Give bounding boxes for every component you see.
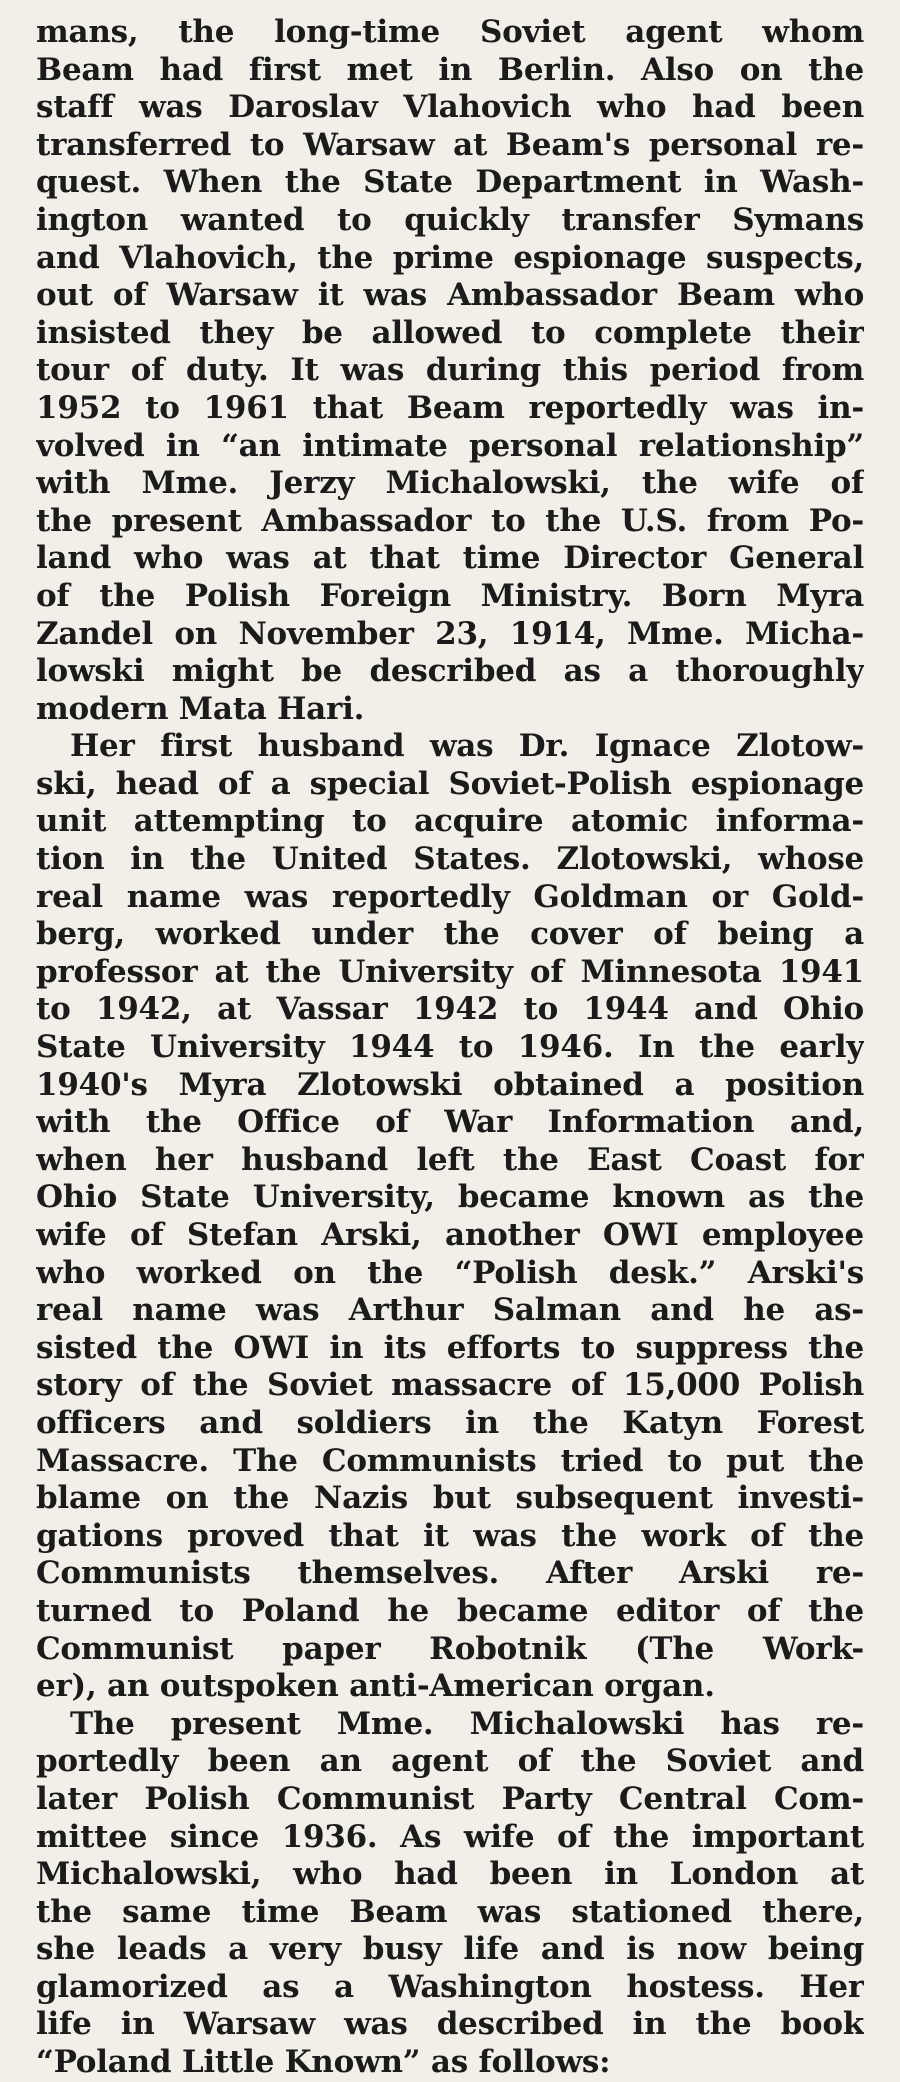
text-line: er), an outspoken anti-American organ. (36, 1668, 715, 1705)
text-line: with Mme. Jerzy Michalowski, the wife of (36, 465, 864, 502)
text-line: Beam had first met in Berlin. Also on the (36, 51, 864, 88)
text-line: to 1942, at Vassar 1942 to 1944 and Ohio (36, 991, 864, 1028)
text-line: gations proved that it was the work of the (36, 1517, 864, 1554)
text-line: ski, head of a special Soviet-Polish espionage (36, 765, 864, 802)
text-line: Zandel on November 23, 1914, Mme. Micha- (36, 615, 864, 652)
text-line: Massacre. The Communists tried to put the (36, 1442, 864, 1479)
text-line: Communist paper Robotnik (The Work- (36, 1630, 864, 1667)
text-line: staff was Daroslav Vlahovich who had been (36, 89, 864, 126)
text-line: land who was at that time Director General (36, 540, 864, 577)
text-line: officers and soldiers in the Katyn Forest (36, 1404, 864, 1441)
text-line: ington wanted to quickly transfer Symans (36, 201, 864, 238)
text-line: berg, worked under the cover of being a (36, 916, 864, 953)
text-line: when her husband left the East Coast for (36, 1141, 864, 1178)
text-line: Ohio State University, became known as the (36, 1179, 864, 1216)
text-line: Communists themselves. After Arski re- (36, 1555, 864, 1592)
text-line: mittee since 1936. As wife of the important (36, 1818, 864, 1855)
text-line: volved in “an intimate personal relationship” (36, 427, 864, 464)
text-line: insisted they be allowed to complete their (36, 314, 864, 351)
text-line: real name was Arthur Salman and he as- (36, 1292, 864, 1329)
paragraph (36, 14, 864, 728)
text-line: the present Ambassador to the U.S. from Po- (36, 502, 864, 539)
text-line: modern Mata Hari. (36, 690, 365, 727)
text-line: of the Polish Foreign Ministry. Born Myra (36, 577, 864, 614)
text-line: Michalowski, who had been in London at (36, 1856, 864, 1893)
text-line: wife of Stefan Arski, another OWI employee (36, 1217, 864, 1253)
article-body (36, 14, 864, 2082)
text-line: lowski might be described as a thoroughly (36, 653, 864, 690)
text-line: with the Office of War Information and, (36, 1104, 864, 1141)
text-line: portedly been an agent of the Soviet and (36, 1743, 864, 1780)
text-line: story of the Soviet massacre of 15,000 Polish (36, 1367, 864, 1404)
text-line: who worked on the “Polish desk.” Arski's (36, 1254, 864, 1291)
text-line: “Poland Little Known” as follows: (36, 2044, 611, 2081)
text-line: later Polish Communist Party Central Com- (36, 1780, 864, 1817)
text-line: out of Warsaw it was Ambassador Beam who (36, 277, 864, 314)
text-line: quest. When the State Department in Wash- (36, 164, 864, 201)
text-line: 1940's Myra Zlotowski obtained a position (36, 1066, 864, 1103)
text-line: unit attempting to acquire atomic informa- (36, 803, 864, 840)
text-line: sisted the OWI in its efforts to suppress the (36, 1329, 864, 1366)
text-line: 1952 to 1961 that Beam reportedly was in- (36, 389, 864, 426)
text-line: real name was reportedly Goldman or Gold- (36, 878, 864, 915)
text-line: Her first husband was Dr. Ignace Zlotow- (70, 728, 864, 765)
text-line: glamorized as a Washington hostess. Her (36, 1968, 864, 2005)
text-line: The present Mme. Michalowski has re- (70, 1705, 864, 1742)
text-line: the same time Beam was stationed there, (36, 1893, 864, 1930)
paragraph (36, 728, 864, 1705)
text-line: mans, the long-time Soviet agent whom (36, 14, 864, 50)
text-line: and Vlahovich, the prime espionage suspects, (36, 239, 864, 276)
text-line: blame on the Nazis but subsequent investi- (36, 1480, 864, 1517)
text-line: tion in the United States. Zlotowski, whose (36, 841, 864, 878)
text-line: State University 1944 to 1946. In the early (36, 1029, 864, 1066)
paragraph (36, 1706, 864, 2082)
text-line: turned to Poland he became editor of the (36, 1592, 864, 1629)
text-line: she leads a very busy life and is now being (36, 1931, 864, 1968)
text-line: transferred to Warsaw at Beam's personal re- (36, 126, 864, 163)
text-line: tour of duty. It was during this period from (36, 352, 864, 389)
text-line: professor at the University of Minnesota 1941 (36, 953, 864, 990)
text-line: life in Warsaw was described in the book (36, 2006, 864, 2043)
